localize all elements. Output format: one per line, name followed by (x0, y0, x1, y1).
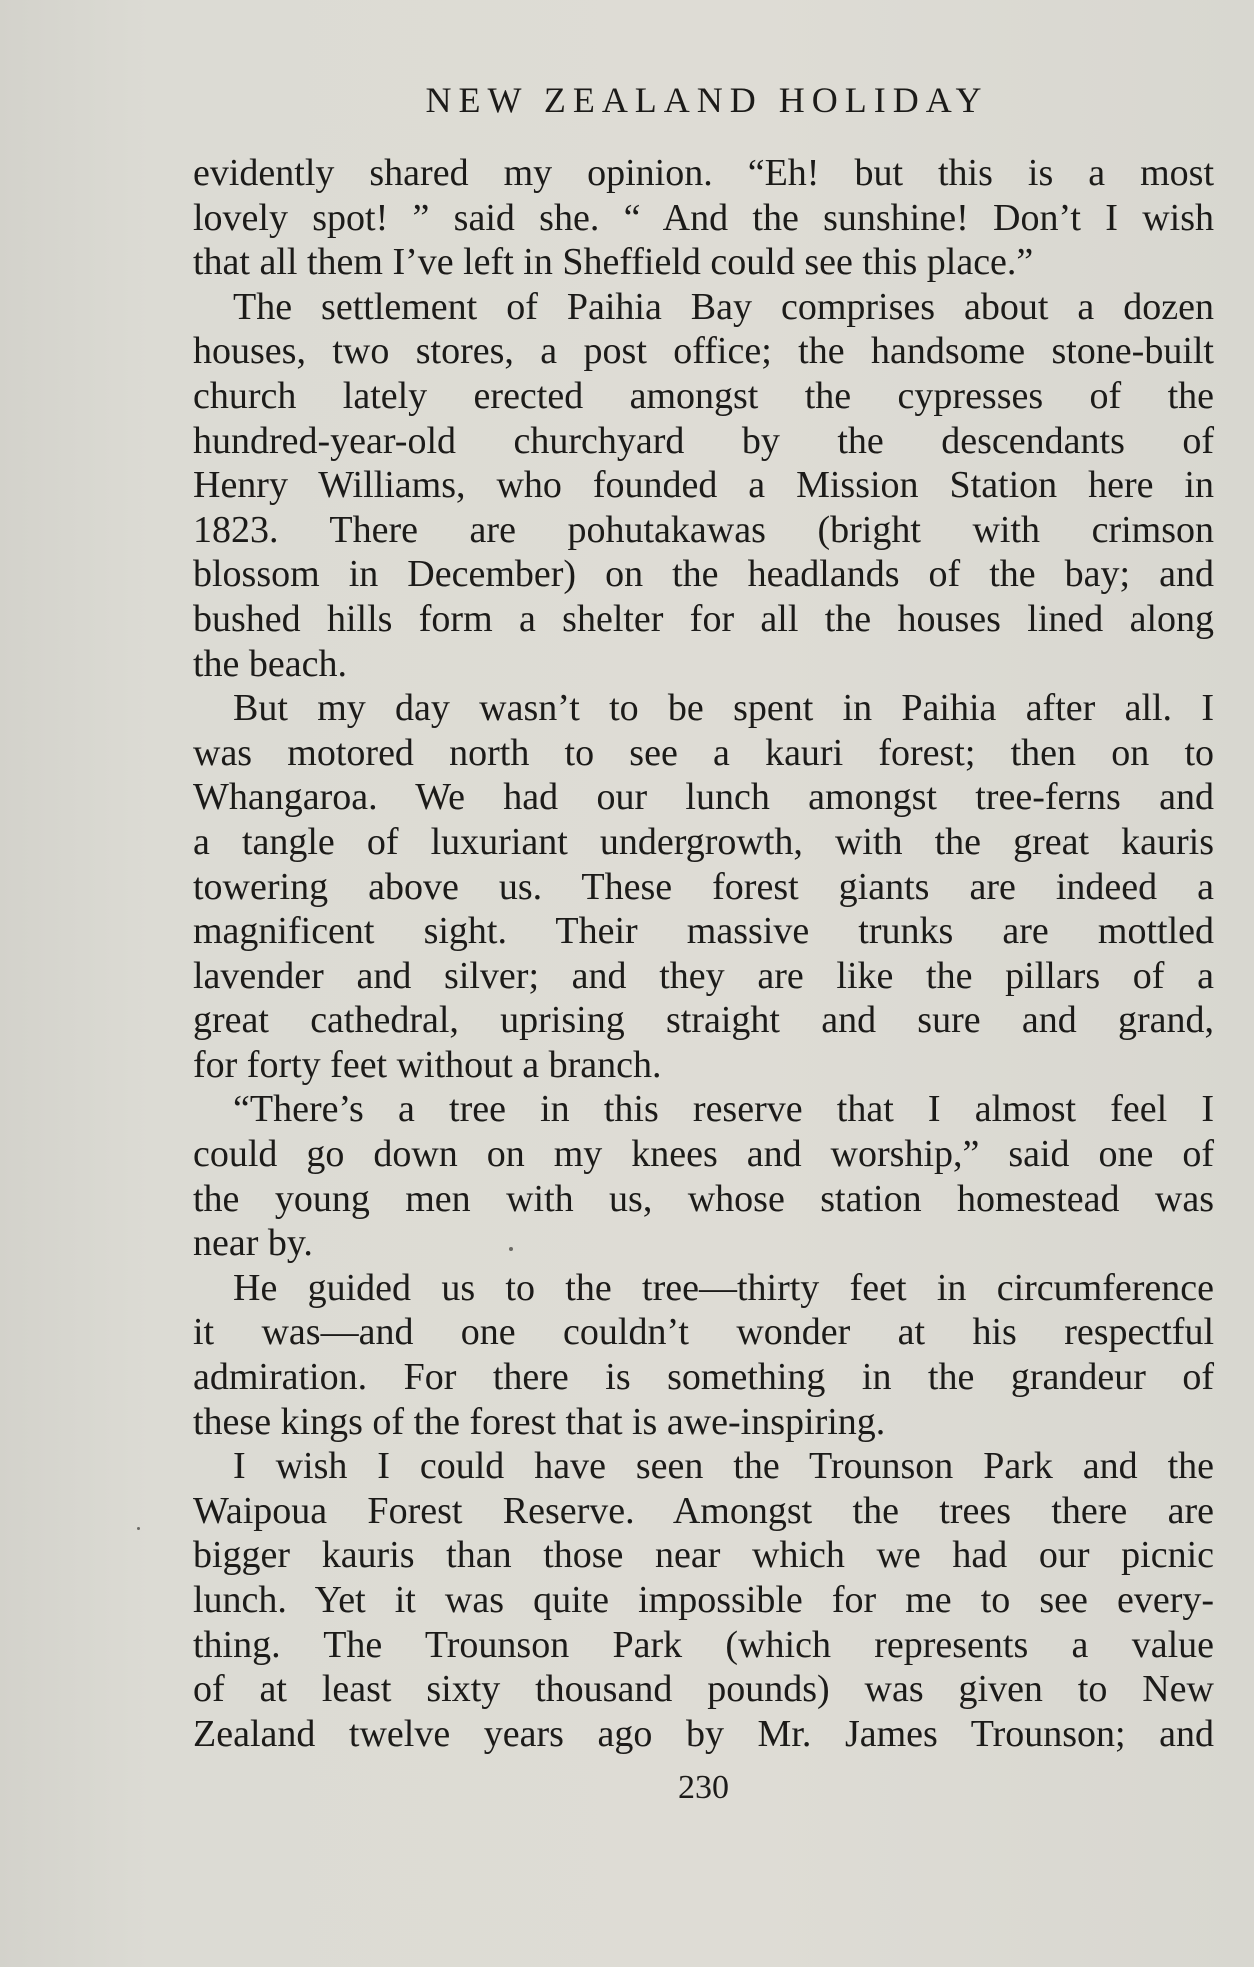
text-line: Zealand twelve years ago by Mr. James Trounson; and (193, 1712, 1214, 1755)
text-line: a tangle of luxuriant undergrowth, with the great kauris (193, 820, 1214, 863)
paragraph (193, 686, 1214, 1087)
running-head: NEW ZEALAND HOLIDAY (425, 80, 989, 120)
text-line: these kings of the forest that is awe-inspiring. (193, 1400, 886, 1443)
text-line: great cathedral, uprising straight and sure and grand, (193, 999, 1214, 1042)
paragraph (193, 1087, 1214, 1265)
text-line: for forty feet without a branch. (193, 1043, 662, 1086)
text-line: Waipoua Forest Reserve. Amongst the trees there are (193, 1489, 1214, 1532)
paragraph (193, 285, 1214, 686)
paper-speck (137, 1527, 140, 1530)
text-line: blossom in December) on the headlands of the bay; and (193, 553, 1214, 596)
text-line: magnificent sight. Their massive trunks are mottled (193, 910, 1214, 953)
text-line: church lately erected amongst the cypresses of the (193, 374, 1214, 417)
text-line: He guided us to the tree—thirty feet in circumference (233, 1266, 1214, 1309)
text-line: 1823. There are pohutakawas (bright with crimson (193, 508, 1214, 551)
text-line: admiration. For there is something in the grandeur of (193, 1356, 1214, 1399)
text-line: Henry Williams, who founded a Mission Station here in (193, 464, 1214, 507)
text-line: bushed hills form a shelter for all the houses lined along (193, 597, 1214, 640)
text-line: could go down on my knees and worship,” said one of (193, 1133, 1214, 1176)
text-line: the beach. (193, 642, 348, 685)
text-line: the young men with us, whose station homestead was (193, 1177, 1214, 1220)
text-line: evidently shared my opinion. “Eh! but this is a most (193, 152, 1214, 194)
text-line: Whangaroa. We had our lunch amongst tree-ferns and (193, 776, 1214, 819)
text-line: houses, two stores, a post office; the handsome stone-built (193, 330, 1214, 373)
text-line: thing. The Trounson Park (which represents a value (193, 1623, 1214, 1666)
text-line: of at least sixty thousand pounds) was given to New (193, 1668, 1214, 1711)
text-line: it was—and one couldn’t wonder at his respectful (193, 1311, 1214, 1354)
paragraph (193, 1266, 1214, 1444)
body-text (193, 151, 1214, 1756)
paper-speck (509, 1247, 513, 1251)
text-line: lunch. Yet it was quite impossible for me to see every- (193, 1579, 1214, 1621)
page-number: 230 (678, 1769, 729, 1806)
text-line: “There’s a tree in this reserve that I almost feel I (233, 1088, 1214, 1131)
text-line: But my day wasn’t to be spent in Paihia after all. I (233, 687, 1214, 730)
text-line: lovely spot! ” said she. “ And the sunshine! Don’t I wish (193, 196, 1214, 239)
paragraph (193, 151, 1214, 285)
text-line: I wish I could have seen the Trounson Park and the (233, 1445, 1214, 1488)
text-line: hundred-year-old churchyard by the descendants of (193, 419, 1214, 462)
text-line: was motored north to see a kauri forest; then on to (193, 731, 1214, 774)
text-line: near by. (193, 1222, 313, 1265)
text-line: that all them I’ve left in Sheffield could see this place.” (193, 241, 1034, 284)
text-line: towering above us. These forest giants are indeed a (193, 865, 1214, 908)
text-line: lavender and silver; and they are like the pillars of a (193, 954, 1214, 997)
text-line: bigger kauris than those near which we had our picnic (193, 1534, 1214, 1577)
paragraph (193, 1444, 1214, 1756)
text-line: The settlement of Paihia Bay comprises about a dozen (233, 285, 1214, 328)
